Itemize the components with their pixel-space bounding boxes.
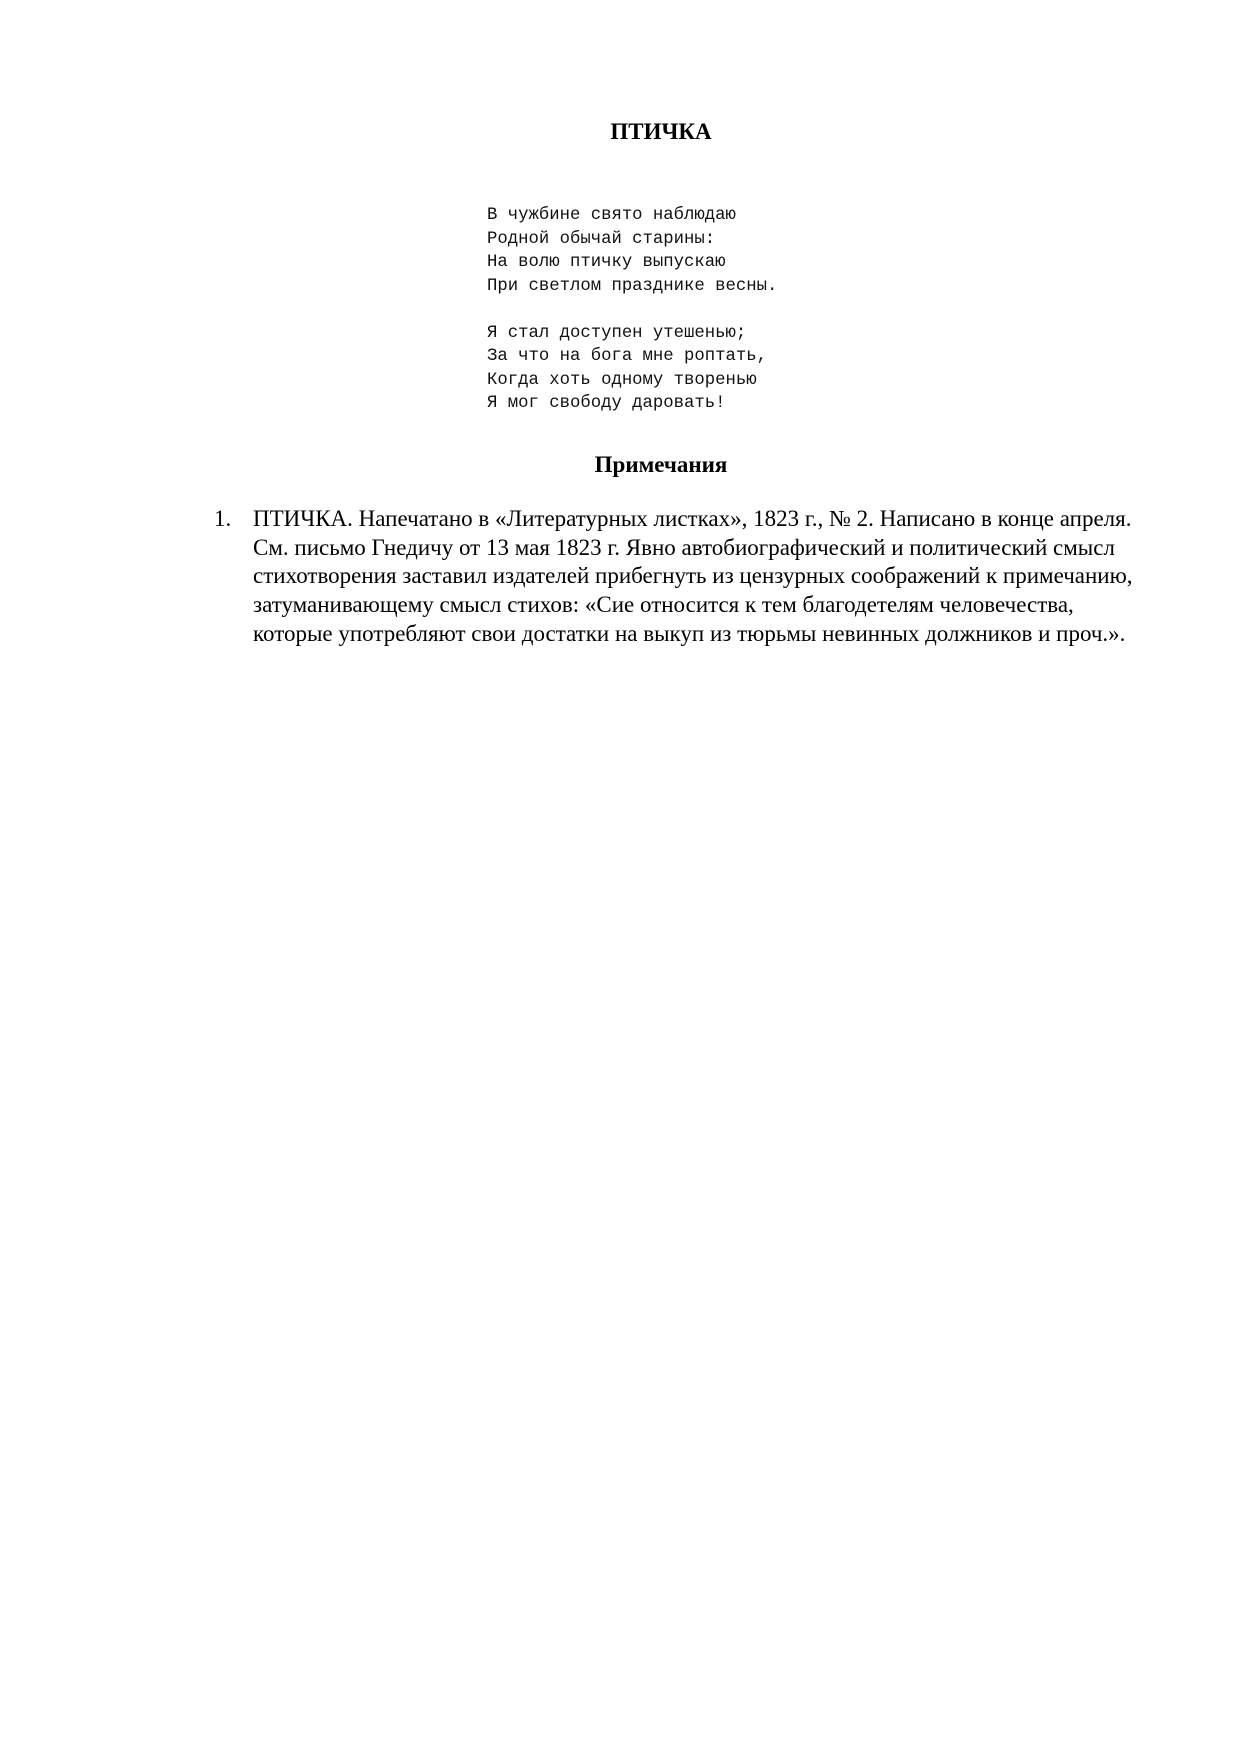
poem-title: ПТИЧКА xyxy=(610,119,712,144)
verse-line: При светлом празднике весны. xyxy=(487,276,778,296)
verse-line: Я стал доступен утешенью; xyxy=(487,323,747,343)
poem-body xyxy=(487,204,777,439)
poem-stanza-1 xyxy=(487,204,777,298)
note-number: 1. xyxy=(214,506,232,531)
verse-line: Когда хоть одному творенью xyxy=(487,370,757,390)
notes-list xyxy=(214,505,1134,649)
verse-line: В чужбине свято наблюдаю xyxy=(487,206,736,225)
note-item xyxy=(214,505,1134,649)
note-text: ПТИЧКА. Напечатано в «Литературных листках», 1823 г., № 2. Написано в конце апреля. См. письмо Гнедичу от 13 мая 1823 г. Явно автобиографический и политический смысл стихотворения заставил издателей прибегнуть из цензурных соображений к примечанию, затуманивающему смысл стихов: «Сие относится к тем благодетелям человечества, которые употребляют свои достатки на выкуп из тюрьмы невинных должников и проч.». xyxy=(253,506,1133,646)
verse-line: Я мог свободу даровать! xyxy=(487,394,726,413)
notes-heading: Примечания xyxy=(594,452,728,477)
poem-stanza-2 xyxy=(487,322,777,416)
verse-line: За что на бога мне роптать, xyxy=(487,347,768,366)
verse-line: На волю птичку выпускаю xyxy=(487,253,726,272)
verse-line: Родной обычай старины: xyxy=(487,229,716,249)
